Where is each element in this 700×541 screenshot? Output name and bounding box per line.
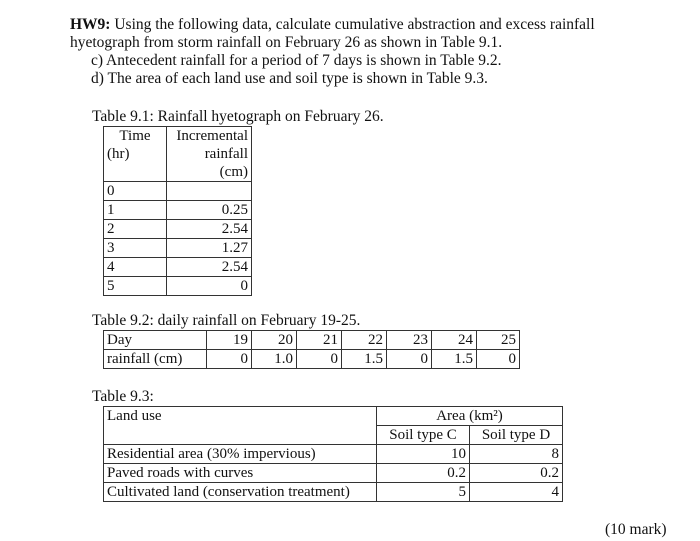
table2-rain: 0 (297, 350, 342, 369)
hw-item-d: d) The area of each land use and soil type is shown in Table 9.3. (91, 70, 488, 87)
table1-rain-header-1: Incremental (176, 128, 248, 144)
table1-time: 5 (104, 277, 167, 296)
table1-rain-header (167, 127, 252, 182)
table1-rain: 1.27 (167, 239, 252, 258)
table1-time-header-1: Time (119, 128, 151, 144)
hw-line-1 (70, 16, 595, 34)
table2 (103, 330, 520, 369)
table1-rain: 2.54 (167, 258, 252, 277)
table2-day: 20 (252, 331, 297, 350)
table1-caption: Table 9.1: Rainfall hyetograph on February 26. (92, 108, 384, 125)
table2-rain: 0 (207, 350, 252, 369)
table2-rain: 1.5 (432, 350, 477, 369)
hw-label: HW9: (70, 16, 111, 33)
table-row (104, 464, 563, 483)
table3 (103, 406, 563, 502)
table3-soil-c: 0.2 (377, 464, 470, 483)
table3-land: Residential area (30% impervious) (104, 445, 377, 464)
table2-rain: 1.0 (252, 350, 297, 369)
table1-rain-header-3: (cm) (219, 164, 248, 180)
table2-day: 22 (342, 331, 387, 350)
table3-soil-c: 5 (377, 483, 470, 502)
table-row (104, 220, 252, 239)
table1-rain: 0.25 (167, 201, 252, 220)
table3-header-row-1 (104, 407, 563, 426)
table3-land: Paved roads with curves (104, 464, 377, 483)
marks-label: (10 mark) (605, 521, 667, 538)
table2-day-row (104, 331, 520, 350)
table1-time: 1 (104, 201, 167, 220)
table1-rain: 2.54 (167, 220, 252, 239)
table2-day: 24 (432, 331, 477, 350)
table3-land-use-header: Land use (104, 407, 377, 445)
table1-rain-header-2: rainfall (204, 146, 248, 162)
table1-rain (167, 182, 252, 201)
hw-item-c: c) Antecedent rainfall for a period of 7 days is shown in Table 9.2. (91, 52, 502, 69)
table1-time-header (104, 127, 167, 182)
table-row (104, 445, 563, 464)
table3-land: Cultivated land (conservation treatment) (104, 483, 377, 502)
table2-day: 23 (387, 331, 432, 350)
table3-soil-c-header: Soil type C (377, 426, 470, 445)
table-row (104, 239, 252, 258)
table3-caption: Table 9.3: (92, 388, 154, 405)
table-row (104, 258, 252, 277)
table-row (104, 201, 252, 220)
table1-time: 4 (104, 258, 167, 277)
table2-rain: 0 (477, 350, 520, 369)
table2-rain-row (104, 350, 520, 369)
table2-day: 21 (297, 331, 342, 350)
table1-time: 0 (104, 182, 167, 201)
table2-day: 25 (477, 331, 520, 350)
table1-time: 2 (104, 220, 167, 239)
table-row (104, 277, 252, 296)
table1-header-row (104, 127, 252, 182)
table3-soil-d: 0.2 (470, 464, 563, 483)
table1-time-header-2: (hr) (107, 146, 130, 162)
table2-caption: Table 9.2: daily rainfall on February 19-25. (92, 312, 361, 329)
table1-rain: 0 (167, 277, 252, 296)
table-row (104, 483, 563, 502)
table3-soil-d: 8 (470, 445, 563, 464)
table3-soil-d-header: Soil type D (470, 426, 563, 445)
hw-line-2: hyetograph from storm rainfall on February 26 as shown in Table 9.1. (70, 34, 503, 51)
table2-rain: 1.5 (342, 350, 387, 369)
table2-rain-label: rainfall (cm) (104, 350, 207, 369)
table-row (104, 182, 252, 201)
table3-area-header: Area (km²) (377, 407, 563, 426)
hw-line-1-text: Using the following data, calculate cumulative abstraction and excess rainfall (110, 16, 595, 33)
table1-time: 3 (104, 239, 167, 258)
table1 (103, 126, 252, 296)
table2-day-label: Day (104, 331, 207, 350)
table2-rain: 0 (387, 350, 432, 369)
table3-soil-d: 4 (470, 483, 563, 502)
table2-day: 19 (207, 331, 252, 350)
table3-soil-c: 10 (377, 445, 470, 464)
